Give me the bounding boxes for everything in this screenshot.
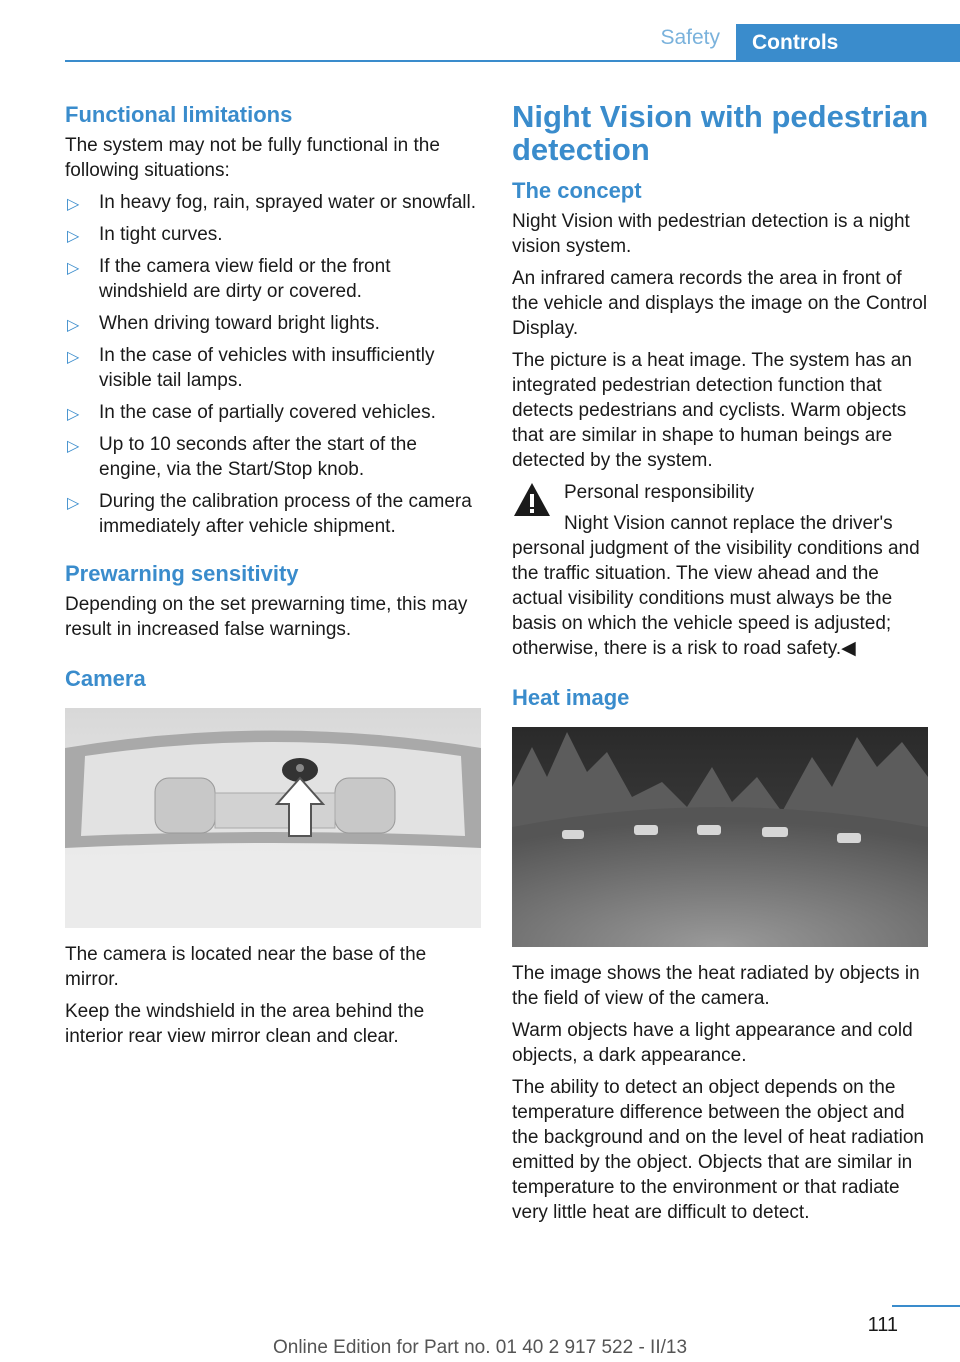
list-item: ▷ In the case of vehicles with insufficiently visible tail lamps. (67, 345, 435, 391)
header-tab-safety[interactable]: Safety (660, 26, 720, 49)
page-number: 111 (867, 1314, 898, 1336)
page-header (65, 0, 960, 62)
bullet-triangle-icon: ▷ (67, 495, 80, 512)
list-item: ▷ Up to 10 seconds after the start of the engine, via the Start/Stop knob. (67, 434, 417, 480)
heat-image-heading: Heat image (512, 685, 630, 710)
bullet-triangle-icon: ▷ (67, 228, 80, 245)
concept-heading: The concept (512, 178, 642, 203)
warning-text: Night Vision cannot replace the driver's personal judgment of the visibility conditions and the traffic situation. The view ahead and the actual visibility conditions must always be the basis on which the vehicle speed is adjusted; otherwise, there is a risk to road safety.◀ (512, 513, 920, 659)
concept-text-1: Night Vision with pedestrian detection is a night vision system. (512, 211, 910, 257)
warning-note (512, 480, 930, 505)
prewarning-text: Depending on the set prewarning time, this may result in increased false warnings. (65, 594, 468, 640)
header-rule (65, 60, 960, 62)
warning-triangle-icon (512, 480, 552, 520)
right-column (512, 100, 930, 1232)
heat-image-text-3: The ability to detect an object depends on the temperature difference between the object and the background and on the level of heat radiation emitted by the object. Objects that are similar in temperature to the environment or that radiate very little heat are difficult to detect. (512, 1077, 924, 1223)
camera-text-1: The camera is located near the base of the mirror. (65, 944, 427, 990)
concept-text-2: An infrared camera records the area in front of the vehicle and displays the image on the Control Display. (512, 268, 928, 339)
footer-rule (892, 1305, 960, 1307)
list-item: ▷ During the calibration process of the camera immediately after vehicle shipment. (67, 491, 472, 537)
prewarning-heading: Prewarning sensitivity (65, 561, 299, 586)
bullet-triangle-icon: ▷ (67, 260, 80, 277)
bullet-triangle-icon: ▷ (67, 438, 80, 455)
list-item: ▷ In heavy fog, rain, sprayed water or snowfall. (65, 190, 481, 215)
list-item: ▷ When driving toward bright lights. (65, 311, 481, 336)
list-item: ▷ If the camera view field or the front windshield are dirty or covered. (67, 256, 391, 302)
bullet-triangle-icon: ▷ (67, 406, 80, 423)
list-item: ▷ In tight curves. (65, 222, 481, 247)
heat-image-text-2: Warm objects have a light appearance and cold objects, a dark appearance. (512, 1020, 913, 1066)
header-tab-controls[interactable]: Controls (736, 24, 960, 62)
bullet-triangle-icon: ▷ (67, 349, 80, 366)
camera-text-2: Keep the windshield in the area behind the interior rear view mirror clean and clear. (65, 1001, 425, 1047)
warning-title: Personal responsibility (564, 482, 755, 503)
limitations-list (65, 190, 481, 539)
concept-text-3: The picture is a heat image. The system has an integrated pedestrian detection function that detects pedestrians and cyclists. Warm objects that are similar in shape to human beings are detected by the system. (512, 350, 912, 471)
night-vision-title: Night Vision with pedestrian detection (512, 99, 929, 167)
edition-footer: Online Edition for Part no. 01 40 2 917 522 - II/13 (272, 1337, 688, 1358)
functional-limitations-heading: Functional limitations (65, 102, 293, 127)
left-column (65, 100, 481, 1056)
list-item: ▷ In the case of partially covered vehicles. (65, 400, 481, 425)
bullet-triangle-icon: ▷ (67, 317, 80, 334)
functional-limitations-intro: The system may not be fully functional in the following situations: (65, 135, 440, 181)
heat-image-picture (512, 727, 928, 947)
camera-location-image (65, 708, 481, 928)
camera-heading: Camera (65, 666, 146, 691)
bullet-triangle-icon: ▷ (67, 196, 80, 213)
heat-image-text-1: The image shows the heat radiated by objects in the field of view of the camera. (512, 963, 920, 1009)
